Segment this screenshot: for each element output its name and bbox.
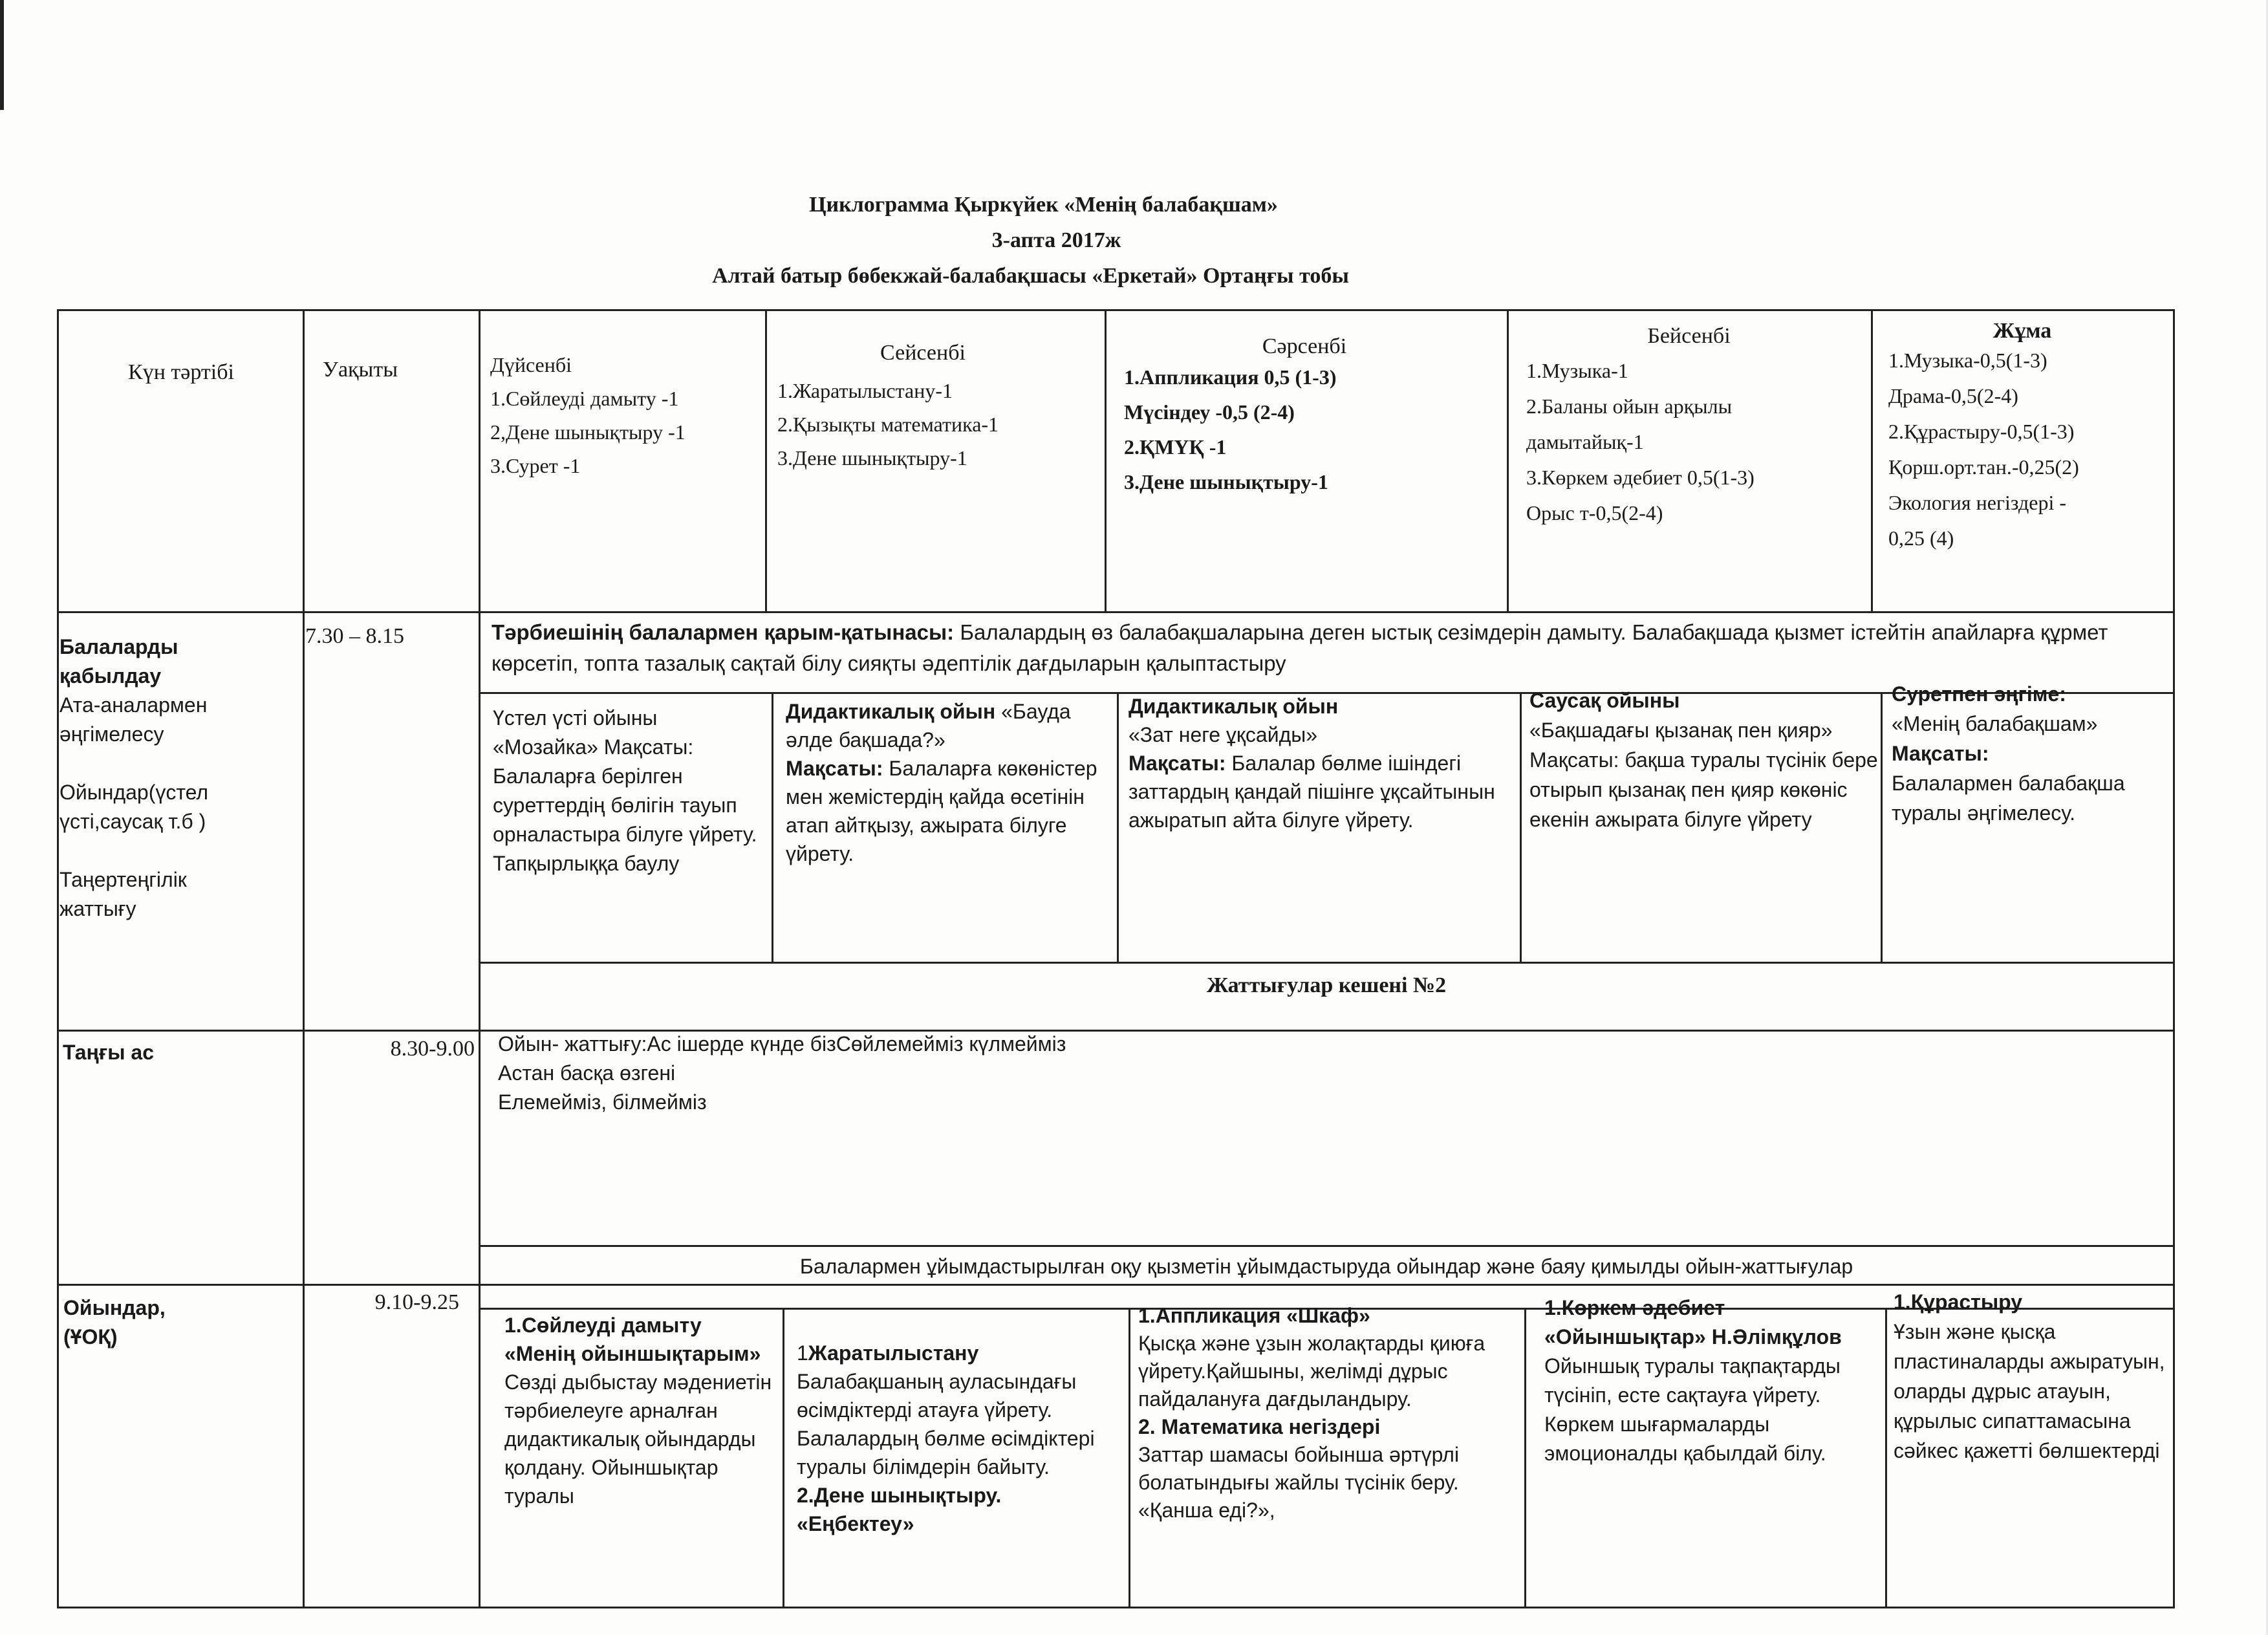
header-monday: Дүйсенбі 1.Сөйлеуді дамыту -1 2,Дене шынықтыру -1 3.Сурет -1 [490,353,686,477]
col-divider-wed-g [1129,1308,1130,1608]
scan-edge-mark [0,0,4,110]
col-divider-time [303,309,305,1608]
breakfast-time: 8.30-9.00 [390,1037,475,1061]
col-divider-tue-g [783,1308,784,1608]
reception-time: 7.30 – 8.15 [305,624,404,648]
tuesday-goal: Балаларға көкөністер мен жемістердің қайда өсетінін атап айтқызу, ажырата білуге үйрету. [786,757,1097,865]
tuesday-game-type: Дидактикалық ойын [786,700,996,723]
thursday-game-type: Саусақ ойыны [1529,689,1680,712]
reception-tuesday [786,697,1112,868]
header-tuesday: 1.Жаратылыстану-1 2.Қызықты математика-1 3.Дене шынықтыру-1 [777,379,999,470]
table-border-top [57,309,2175,311]
games-wednesday-title: 1.Аппликация «Шкаф» [1138,1304,1370,1327]
communication-text [491,617,2166,679]
reception-monday: Үстел үсті ойыны «Мозайка» Мақсаты: Балаларға берілген суреттердің бөлігін тауып орналастыра білуге үйрету. Тапқырлыққа баулу [493,706,757,875]
col-divider-thu-g [1524,1308,1526,1608]
row-divider-header [57,611,2175,613]
games-thursday-text: Ойыншық туралы тақпақтарды түсініп, есте сақтауға үйрету. Көркем шығармаларды эмоционалды қабылдай білу. [1544,1354,1841,1465]
friday-game-type: Суретпен әңгіме: [1892,682,2066,706]
games-tuesday [797,1339,1123,1538]
col-divider-content [479,309,481,1608]
games-time: 9.10-9.25 [374,1290,459,1314]
games-tuesday-num: 1 [797,1341,808,1365]
games-wednesday-text: Қысқа және ұзын жолақтарды қиюға үйрету.Қайшыны, желімді дұрыс пайдалануға дағдыландыру. [1138,1332,1485,1411]
col-divider-tue-a [772,692,773,962]
row-divider-activities [479,962,2175,964]
col-divider-fri-g [1885,1308,1887,1608]
header-tuesday-name: Сейсенбі [880,341,966,365]
header-thursday: 1.Музыка-1 2.Баланы ойын арқылы дамытайық-1 3.Көркем әдебиет 0,5(1-3) Орыс т-0,5(2-4) [1526,359,1755,525]
games-monday [504,1311,776,1510]
friday-goal: Балалармен балабақша туралы әңгімелесу. [1892,772,2125,825]
games-wednesday [1138,1302,1520,1524]
exercise-complex: Жаттығулар кешені №2 [1206,973,1447,997]
header-friday-name: Жұма [1993,319,2052,343]
games-monday-text: Сөзді дыбыстау мәдениетін тәрбиелеуге арналған дидактикалық ойындарды қолдану. Ойыншықтар туралы [504,1370,772,1508]
games-regime: Ойындар, (ҰОҚ) [63,1296,166,1348]
col-divider-wed-h [1105,309,1107,611]
col-divider-fri-h [1871,309,1873,611]
table-border-right [2173,309,2175,1608]
breakfast-regime: Таңғы ас [63,1041,155,1064]
games-banner: Балалармен ұйымдастырылған оқу қызметін ұйымдастыруда ойындар және баяу қимылды ойын-жаттығулар [799,1255,1853,1278]
header-time: Уақыты [322,358,398,382]
games-wednesday-title2: 2. Математика негіздері [1138,1415,1381,1438]
friday-goal-label: Мақсаты: [1892,742,1989,765]
games-friday [1894,1287,2165,1466]
games-friday-text: Ұзын және қысқа пластиналарды ажыратуын, оларды дұрыс атауын, құрылыс сипаттамасына сәйкес қажетті бөлшектерді [1894,1320,2165,1462]
games-friday-title: 1.Құрастыру [1894,1290,2023,1314]
friday-game-name: «Менің балабақшам» [1892,712,2098,735]
table-border-bottom [57,1607,2175,1608]
reception-thursday [1529,686,1879,834]
thursday-game: «Бақшадағы қызанақ пен қияр» Мақсаты: бақша туралы түсінік бере отырып қызанақ пен қияр көкөніс екенін ажырата білуге үйрету [1529,719,1878,831]
wednesday-game-type: Дидактикалық ойын [1129,695,1339,718]
col-divider-fri-a [1881,692,1883,962]
communication-body: Балалардың өз балабақшаларына деген ыстық сезімдерін дамыту. Балабақшада қызмет істейтін апайларға құрмет көрсетіп, топта тазалық сақтай білу сияқты әдептілік дағдыларын қалыптастыру [491,620,2108,675]
col-divider-thu-a [1520,692,1522,962]
col-divider-thu-h [1507,309,1509,611]
header-wednesday: 1.Аппликация 0,5 (1-3) Мүсіндеу -0,5 (2-4) 2.ҚМҮҚ -1 3.Дене шынықтыру-1 [1124,365,1337,493]
table-border-left [57,309,59,1608]
communication-label: Тәрбиешінің балалармен қарым-қатынасы: [491,620,955,644]
games-thursday-title: 1.Көркем әдебиет «Ойыншықтар» Н.Әлімқұлов [1544,1296,1842,1348]
row-divider-banner [479,1245,2175,1247]
reception-wednesday [1129,692,1507,834]
row-divider-games [57,1284,2175,1286]
breakfast-text: Ойын- жаттығу:Ас ішерде күнде бізСөйлемейміз күлмейміз Астан басқа өзгені Елемейміз, білмейміз [498,1032,1066,1114]
reception-regime-list: Ата-аналармен әңгімелесу Ойындар(үстел үсті,саусақ т.б ) Таңертеңгілік жаттығу [59,693,209,920]
reception-regime-title: Балаларды қабылдау [59,635,178,688]
games-thursday [1544,1294,1881,1468]
games-tuesday-title: Жаратылыстану [808,1341,979,1365]
document-week: 3-апта 2017ж [991,228,1121,252]
header-regime: Күн тәртібі [128,360,234,384]
wednesday-goal-label: Мақсаты: [1129,752,1226,775]
col-divider-wed-a [1117,692,1119,962]
document-title: Циклограмма Қыркүйек «Менің балабақшам» [809,193,1278,217]
wednesday-goal: Балалар бөлме ішіндегі заттардың қандай пішінге ұқсайтынын ажыратып айта білуге үйрету. [1129,752,1495,832]
tuesday-game-name: «Бауда әлде бақшада?» [786,700,1071,752]
wednesday-game-name: «Зат неге ұқсайды» [1129,723,1318,746]
games-tuesday-text: Балабақшаның ауласындағы өсімдіктерді атауға үйрету. Балалардың бөлме өсімдіктері туралы білімдерін байыту. [797,1370,1095,1478]
games-monday-title: 1.Сөйлеуді дамыту «Менің ойыншықтарым» [504,1314,761,1365]
document-subtitle: Алтай батыр бөбекжай-балабақшасы «Еркетай» Ортаңғы тобы [712,264,1349,288]
col-divider-tue-h [765,309,767,611]
reception-friday [1892,679,2170,828]
tuesday-goal-label: Мақсаты: [786,757,883,780]
header-thursday-name: Бейсенбі [1647,324,1731,348]
games-tuesday-title2: 2.Дене шынықтыру. «Еңбектеу» [797,1484,1002,1535]
header-friday: 1.Музыка-0,5(1-3) Драма-0,5(2-4) 2.Құрастыру-0,5(1-3) Қорш.орт.тан.-0,25(2) Экология негіздері - 0,25 (4) [1888,349,2079,550]
header-wednesday-name: Сәрсенбі [1262,334,1347,358]
games-wednesday-text2: Заттар шамасы бойынша әртүрлі болатындығы жайлы түсінік беру. «Қанша еді?», [1138,1443,1460,1522]
